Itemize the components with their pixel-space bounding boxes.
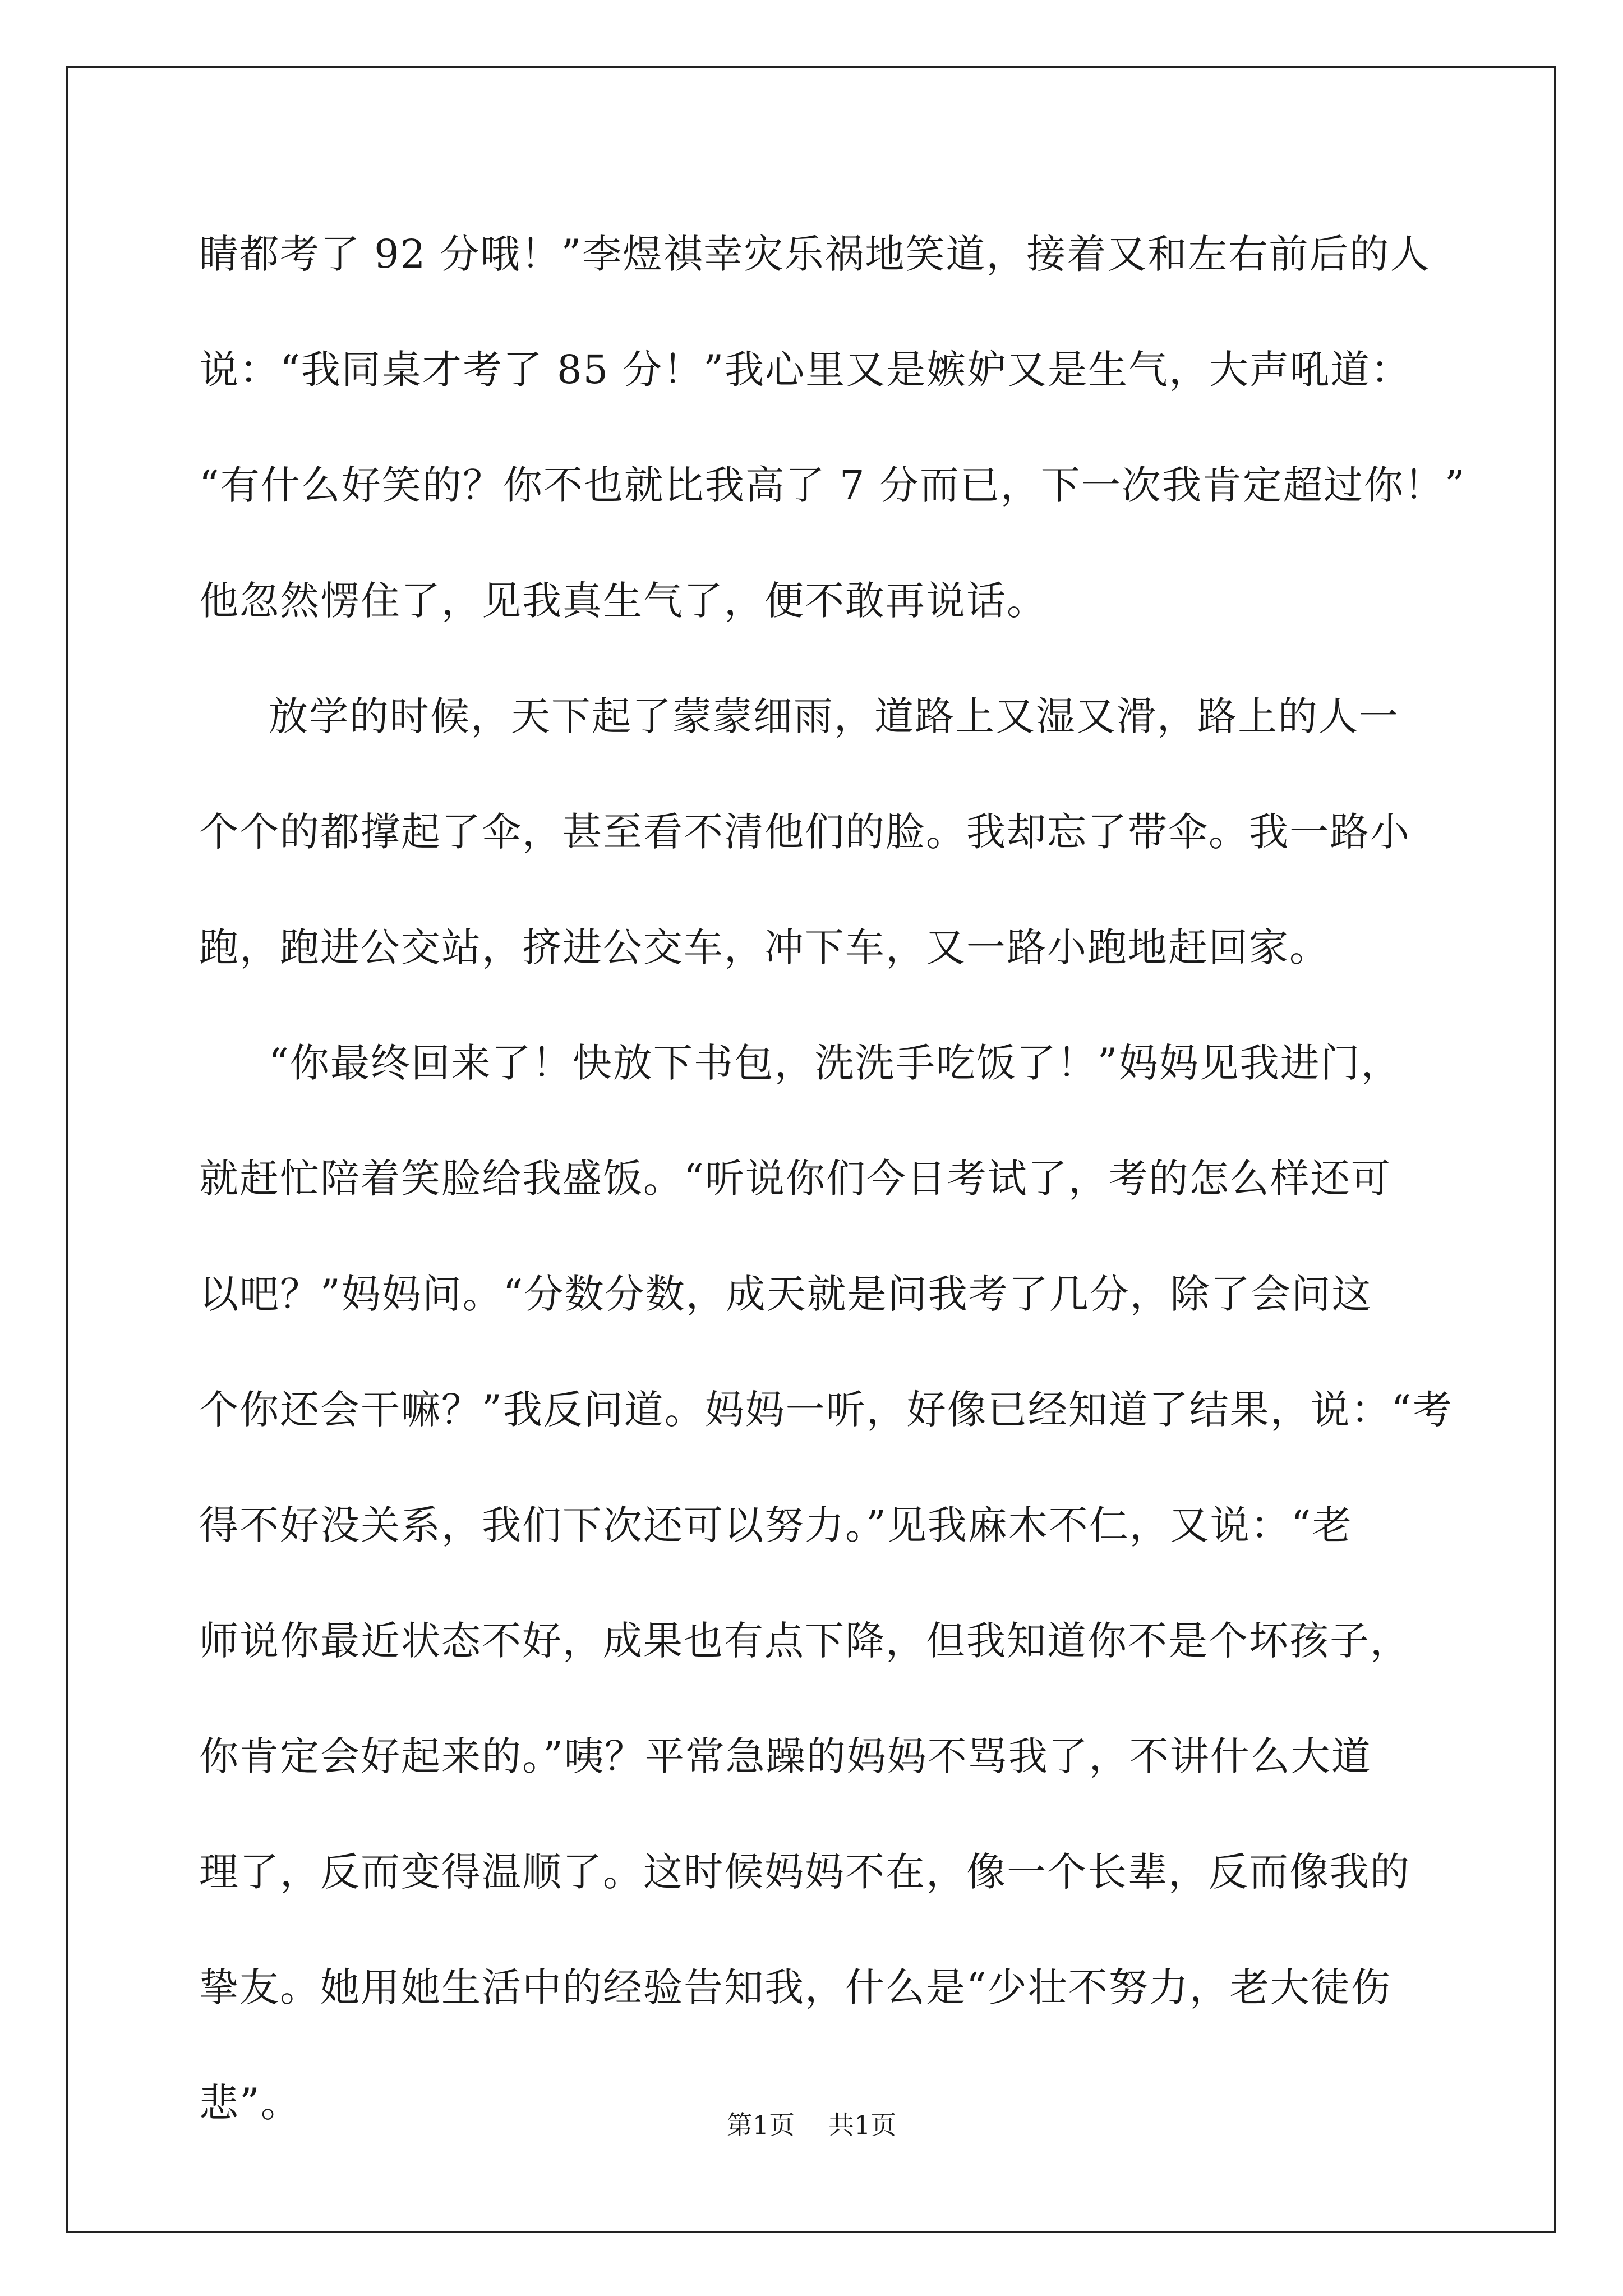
text-line: 睛都考了 92 分哦！”李煜祺幸灾乐祸地笑道，接着又和左右前后的人 bbox=[199, 231, 1431, 277]
page-total: 共1页 bbox=[828, 2110, 897, 2140]
text-line: 个个的都撑起了伞，甚至看不清他们的脸。我却忘了带伞。我一路小 bbox=[199, 809, 1410, 855]
text-line: 就赶忙陪着笑脸给我盛饭。“听说你们今日考试了，考的怎么样还可 bbox=[199, 1156, 1391, 1202]
text-line: 以吧？”妈妈问。“分数分数，成天就是问我考了几分，除了会问这 bbox=[199, 1271, 1372, 1317]
text-line: 个你还会干嘛？”我反问道。妈妈一听，好像已经知道了结果，说：“考 bbox=[199, 1387, 1453, 1433]
text-line: 你肯定会好起来的。”咦？平常急躁的妈妈不骂我了，不讲什么大道 bbox=[199, 1733, 1372, 1779]
text-line: 师说你最近状态不好，成果也有点下降，但我知道你不是个坏孩子， bbox=[199, 1618, 1410, 1664]
text-line: 说：“我同桌才考了 85 分！”我心里又是嫉妒又是生气，大声吼道： bbox=[199, 347, 1412, 393]
text-line: 得不好没关系，我们下次还可以努力。”见我麻木不仁，又说：“老 bbox=[199, 1502, 1353, 1548]
paragraph-start-line: 放学的时候，天下起了蒙蒙细雨，道路上又湿又滑，路上的人一 bbox=[269, 693, 1399, 739]
text-line: 悲”。 bbox=[199, 2080, 301, 2126]
page-number: 第1页 bbox=[726, 2110, 795, 2140]
paragraph-start-line: “你最终回来了！快放下书包，洗洗手吃饭了！”妈妈见我进门， bbox=[269, 1040, 1401, 1086]
text-line: 挚友。她用她生活中的经验告知我，什么是“少壮不努力，老大徒伤 bbox=[199, 1964, 1391, 2010]
text-line: 理了，反而变得温顺了。这时候妈妈不在，像一个长辈，反而像我的 bbox=[199, 1849, 1410, 1895]
text-line: 跑，跑进公交站，挤进公交车，冲下车，又一路小跑地赶回家。 bbox=[199, 924, 1330, 970]
document-body bbox=[199, 220, 1466, 2184]
text-line: “有什么好笑的？你不也就比我高了 7 分而已，下一次我肯定超过你！” bbox=[199, 462, 1466, 508]
page-footer bbox=[0, 2108, 1623, 2142]
text-line: 他忽然愣住了，见我真生气了，便不敢再说话。 bbox=[199, 578, 1047, 624]
